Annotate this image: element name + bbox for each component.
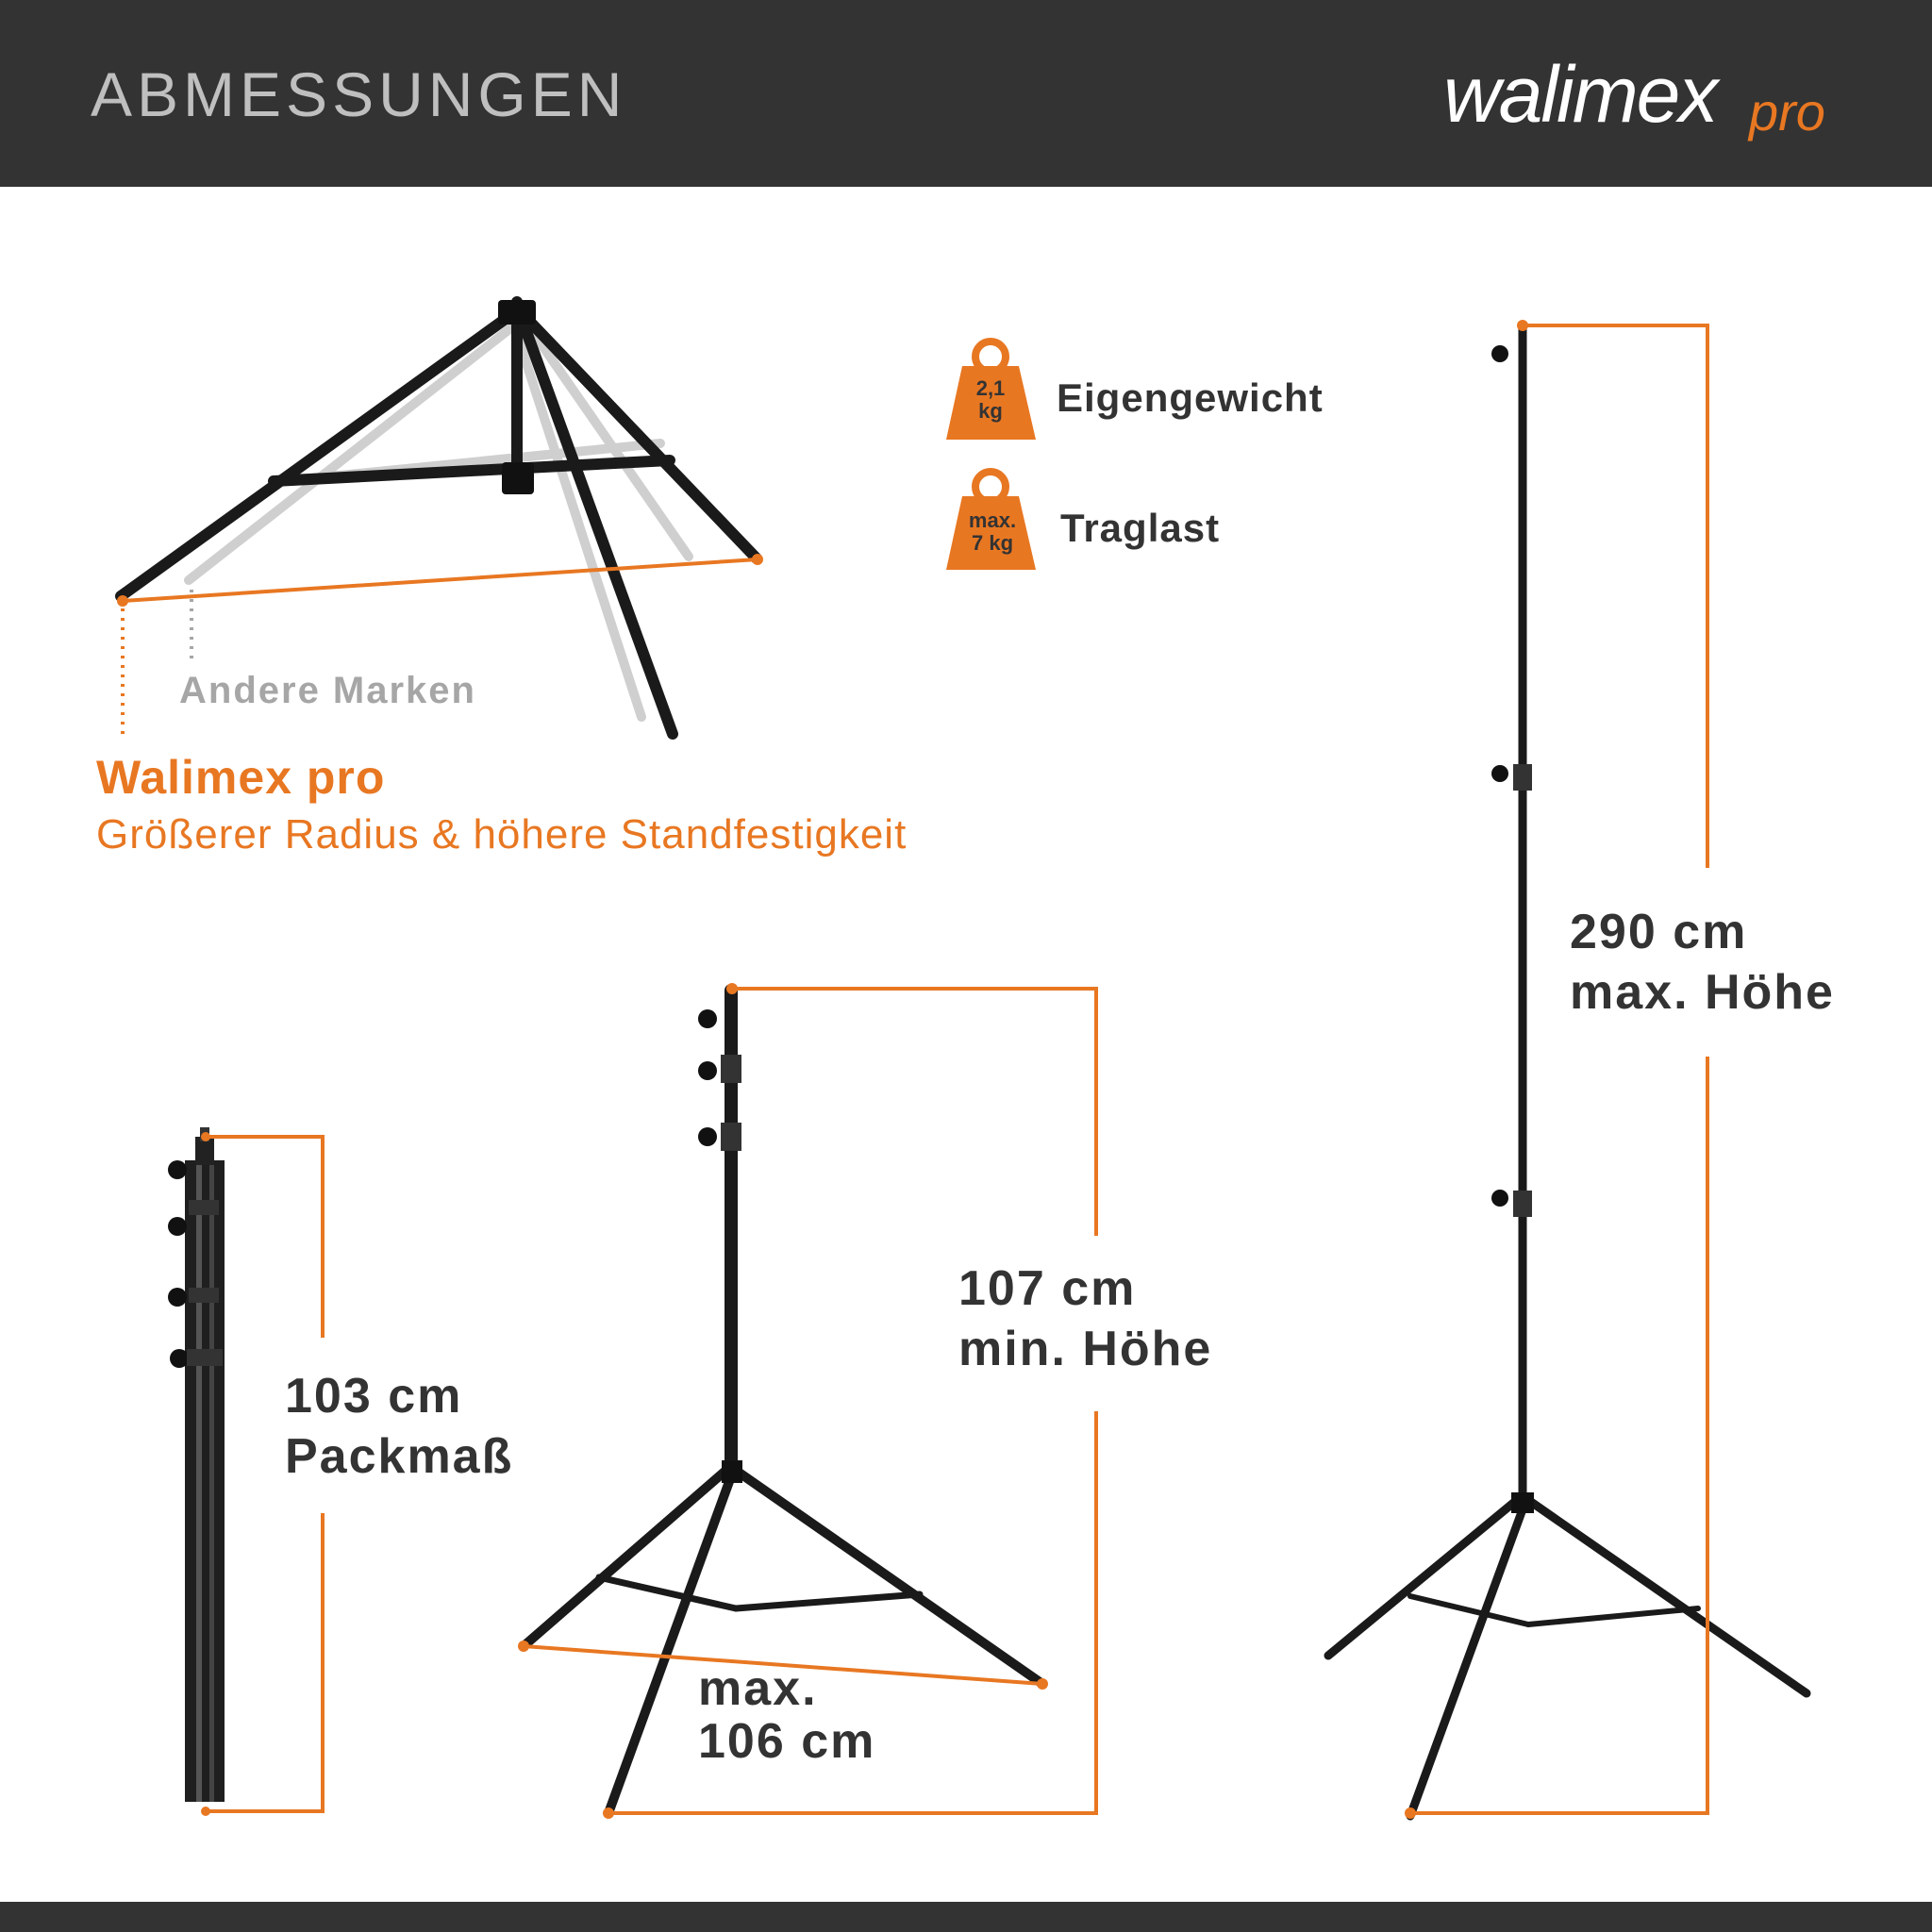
page-title: ABMESSUNGEN: [91, 59, 627, 129]
walimex-radius-line: [123, 559, 758, 601]
min-height-label: 107 cm min. Höhe: [958, 1261, 1213, 1376]
packed-stand-illustration: [168, 1127, 225, 1802]
walimex-brand-label: Walimex pro: [96, 751, 386, 804]
footer-bar: [0, 1902, 1932, 1932]
weight-badge-text: 2,1 kg: [975, 376, 1006, 423]
pack-size-label: 103 cm Packmaß: [285, 1369, 514, 1484]
brand-logo: walimex: [1443, 50, 1717, 139]
other-brands-label: Andere Marken: [179, 670, 476, 711]
footprint-label: max. 106 cm: [698, 1661, 876, 1769]
other-brands-legs: [189, 325, 689, 717]
brand-logo-suffix: pro: [1749, 82, 1825, 142]
max-height-stand-illustration: [1328, 325, 1807, 1816]
walimex-benefit-text: Größerer Radius & höhere Standfestigkeit: [96, 811, 908, 858]
load-badge-text: max. 7 kg: [968, 508, 1017, 555]
own-weight-label: Eigengewicht: [1057, 375, 1324, 420]
max-load-label: Traglast: [1060, 506, 1221, 550]
max-height-label: 290 cm max. Höhe: [1570, 905, 1835, 1020]
